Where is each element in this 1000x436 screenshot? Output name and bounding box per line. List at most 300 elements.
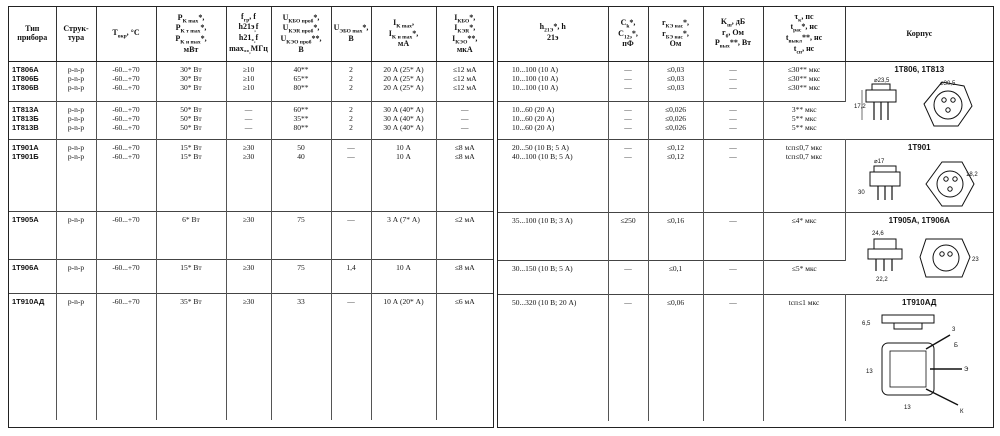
case-title: 1Т806, 1Т813 [894, 65, 945, 74]
right-header-5-line-0: Корпус [906, 28, 933, 38]
left-group-row [9, 212, 493, 260]
value-type: 1Т806В [12, 83, 39, 92]
value-ck: — [624, 114, 632, 123]
cell-r [648, 62, 703, 102]
left-header-4-part-5: f [255, 22, 259, 32]
value-f: ≥30 [242, 143, 255, 152]
right-table-frame [497, 6, 994, 428]
left-group-row [9, 260, 493, 294]
value-h21: 10...100 (10 А) [512, 83, 559, 92]
left-header-8 [436, 7, 493, 62]
value-ik: 30 А (40* А) [383, 123, 424, 132]
case-body-top [934, 91, 962, 119]
value-ueb: — [347, 215, 355, 224]
value-struct: p-n-p [67, 215, 85, 224]
right-header-1-part-2: *, [629, 17, 636, 27]
value-ueb: — [347, 297, 355, 306]
pin-hole [944, 177, 948, 181]
value-struct: p-n-p [67, 74, 85, 83]
left-group-row [9, 140, 493, 212]
cell-t [763, 140, 845, 213]
value-ck: — [624, 152, 632, 161]
value-f: ≥10 [242, 74, 255, 83]
dim-label-d1: ⌀23,5 [874, 78, 890, 84]
case-flange-top [926, 162, 974, 206]
value-h21: 10...100 (10 А) [512, 74, 559, 83]
value-type: 1Т813В [12, 123, 39, 132]
right-header-1 [608, 7, 648, 62]
left-header-4-part-4: , [254, 27, 256, 34]
cell-h21 [498, 140, 608, 213]
left-header-3-part-1: K max [182, 18, 199, 25]
left-header-0-line-1: прибора [17, 33, 48, 42]
cell-h21 [498, 102, 608, 140]
right-group-row [498, 213, 993, 261]
left-header-8-part-8: **, [467, 33, 478, 43]
cell-u [271, 260, 331, 294]
left-header-4-part-9: max [229, 43, 244, 53]
value-struct: p-n-p [67, 105, 85, 114]
value-k: — [729, 123, 737, 132]
value-ueb: 2 [349, 105, 353, 114]
right-header-1-part-1: k [626, 23, 630, 30]
value-k: — [729, 216, 737, 225]
value-temp: -60...+70 [112, 152, 140, 161]
right-header-1-line [610, 19, 647, 30]
case-cell [845, 62, 993, 140]
value-r: ≤0,03 [666, 65, 685, 74]
right-header-1-part-0: C [620, 17, 627, 27]
cell-f [226, 294, 271, 420]
value-ueb: 2 [349, 123, 353, 132]
value-ck: — [624, 298, 632, 307]
value-f: ≥10 [242, 83, 255, 92]
left-table-frame [8, 6, 494, 428]
case-cap-side [874, 239, 896, 249]
cell-struct [56, 212, 96, 260]
value-k: — [729, 152, 737, 161]
value-f: ≥30 [242, 152, 255, 161]
cell-pk [156, 212, 226, 260]
dim-label-d4: ⌀17 [874, 159, 885, 165]
pin-hole [948, 252, 952, 256]
left-header-4-part-0: f [241, 11, 244, 21]
value-k: — [729, 298, 737, 307]
left-header-2-part-2: , °С [126, 27, 140, 37]
left-header-8-part-0: I [454, 12, 458, 22]
value-t: ≤30** мкс [787, 83, 821, 92]
value-ueb: 2 [349, 65, 353, 74]
cell-u [271, 140, 331, 212]
right-group-row [498, 140, 993, 213]
value-pk: 30* Вт [180, 65, 202, 74]
cell-u [271, 294, 331, 420]
cell-pk [156, 294, 226, 420]
left-header-3-part-6: P [175, 33, 181, 43]
value-f: ≥30 [242, 263, 255, 272]
value-ik: 10 А [396, 263, 411, 272]
value-f: — [244, 114, 253, 123]
left-header-8-part-6: I [452, 33, 456, 43]
left-header-5-part-7: КЭО проб [286, 39, 312, 46]
value-r: ≤0,1 [668, 264, 683, 273]
left-header-3-part-3: P [175, 23, 181, 33]
value-pk: 50* Вт [180, 114, 202, 123]
left-header-3-line [158, 46, 225, 55]
value-ikbo: — [461, 123, 469, 132]
value-t: ≤5* мкс [791, 264, 817, 273]
value-type: 1Т813А [12, 105, 39, 114]
left-header-7-part-5: *, [412, 28, 419, 38]
right-header-2-part-6: Ом [669, 39, 682, 49]
cell-f [226, 260, 271, 294]
right-header-4-part-8: **, нс [802, 33, 823, 42]
case-cap-side [872, 84, 890, 90]
value-r: ≤0,026 [665, 123, 686, 132]
cell-k [703, 62, 763, 102]
value-struct: p-n-p [67, 263, 85, 272]
cell-h21 [498, 261, 608, 295]
value-type: 1Т813Б [12, 114, 39, 123]
left-header-4-part-6: h21 [238, 33, 252, 42]
value-ik: 30 А (40* А) [383, 105, 424, 114]
value-ikbo: ≤8 мА [454, 143, 475, 152]
left-header-5-part-2: *, [313, 12, 320, 22]
value-u: 35** [293, 114, 309, 123]
right-header-3-part-8: **, Вт [729, 38, 752, 48]
left-header-4-part-11: МГц [250, 43, 268, 53]
left-header-7 [371, 7, 436, 62]
left-header-4-part-2: , f [249, 11, 256, 21]
package-drawing-1t910 [854, 309, 984, 419]
cell-type [9, 212, 56, 260]
left-header-3 [156, 7, 226, 62]
value-temp: -60...+70 [112, 83, 140, 92]
cell-struct [56, 260, 96, 294]
value-t: tсп≤0,7 мкс [785, 143, 823, 152]
cell-ueb [331, 102, 371, 140]
left-header-5-part-1: КБО проб [288, 18, 314, 25]
cell-struct [56, 102, 96, 140]
value-h21: 10...60 (20 А) [512, 114, 555, 123]
left-header-3-part-8: *, [200, 33, 207, 43]
value-struct: p-n-p [67, 114, 85, 123]
value-ck: ≤250 [620, 216, 636, 225]
case-cell [845, 140, 993, 213]
value-u: 75 [297, 215, 305, 224]
cell-ik [371, 102, 436, 140]
cell-ck [608, 62, 648, 102]
right-header-0 [498, 7, 608, 62]
left-header-8-part-3: I [454, 23, 458, 33]
value-temp: -60...+70 [112, 105, 140, 114]
value-r: ≤0,06 [666, 298, 685, 307]
value-temp: -60...+70 [112, 74, 140, 83]
cell-ck [608, 102, 648, 140]
cell-ikbo [436, 140, 493, 212]
case-body-top [933, 245, 959, 271]
cell-k [703, 140, 763, 213]
value-t: 3** мкс [791, 105, 817, 114]
case-title: 1Т910АД [902, 298, 937, 307]
value-ik: 20 А (25* А) [383, 65, 424, 74]
value-ueb: 2 [349, 83, 353, 92]
value-ik: 10 А (20* А) [383, 297, 424, 306]
pin-hole [951, 98, 955, 102]
value-temp: -60...+70 [112, 65, 140, 74]
cell-r [648, 102, 703, 140]
cell-ueb [331, 212, 371, 260]
value-t: ≤30** мкс [787, 74, 821, 83]
cell-ck [608, 140, 648, 213]
value-struct: p-n-p [67, 152, 85, 161]
value-h21: 10...60 (20 А) [512, 123, 555, 132]
left-header-6-part-1: ЭБО max [339, 28, 363, 35]
cell-f [226, 212, 271, 260]
left-header-0 [9, 7, 56, 62]
value-ik: 10 А [396, 152, 411, 161]
value-u: 80** [293, 123, 309, 132]
left-header-8-part-7: КЭО [455, 39, 468, 46]
cell-k [703, 261, 763, 295]
case-cell [845, 295, 993, 421]
right-header-2-part-3: r [662, 28, 666, 38]
value-ck: — [624, 74, 632, 83]
right-header-4-part-0: τ [794, 11, 799, 21]
dim-label-d8: 22,2 [876, 277, 888, 283]
pin-hole [953, 177, 957, 181]
case-inner-square [890, 351, 926, 387]
value-type: 1Т905А [12, 215, 39, 224]
cell-type [9, 294, 56, 420]
value-struct: p-n-p [67, 143, 85, 152]
left-group-row [9, 294, 493, 420]
value-temp: -60...+70 [112, 215, 140, 224]
cell-pk [156, 62, 226, 102]
left-header-6 [331, 7, 371, 62]
value-pk: 30* Вт [180, 74, 202, 83]
right-header-4-part-7: выкл [788, 38, 803, 45]
cell-ueb [331, 294, 371, 420]
right-header-2-line [650, 19, 702, 30]
dim-label-d6: 18,2 [966, 172, 978, 178]
left-header-4 [226, 7, 271, 62]
right-header-3-part-6: P [714, 38, 720, 48]
dim-label-d12: 3 [952, 327, 956, 333]
value-temp: -60...+70 [112, 114, 140, 123]
right-header-2-part-0: r [661, 17, 666, 27]
case-body-side [870, 172, 900, 186]
cell-h21 [498, 213, 608, 261]
value-pk: 30* Вт [180, 83, 202, 92]
value-ikbo: ≤6 мА [454, 297, 475, 306]
value-temp: -60...+70 [112, 123, 140, 132]
value-u: 75 [297, 263, 305, 272]
value-h21: 50...320 (10 В; 20 А) [512, 298, 577, 307]
cell-f [226, 102, 271, 140]
left-header-4-part-10: **, [243, 49, 251, 56]
value-pk: 15* Вт [180, 143, 202, 152]
value-t: 5** мкс [791, 123, 817, 132]
cell-ck [608, 295, 648, 421]
left-header-5-line [273, 14, 330, 25]
cell-ueb [331, 260, 371, 294]
lead-base [926, 335, 950, 349]
left-header-8-line [438, 24, 493, 35]
value-temp: -60...+70 [112, 297, 140, 306]
dim-label-d7: 24,6 [872, 231, 884, 237]
value-pk: 6* Вт [182, 215, 200, 224]
dim-label-d16: Э [964, 367, 969, 373]
value-k: — [729, 143, 737, 152]
left-header-7-part-0: I [393, 17, 397, 27]
left-header-5 [271, 7, 331, 62]
cell-ck [608, 213, 648, 261]
cell-pk [156, 260, 226, 294]
right-header-4-line [765, 45, 844, 56]
case-body-side [882, 315, 934, 323]
value-u: 40 [297, 152, 305, 161]
left-header-5-part-5: *, [313, 23, 320, 33]
cell-ik [371, 260, 436, 294]
value-t: tсп≤0,7 мкс [785, 152, 823, 161]
lead-collector [926, 389, 958, 405]
left-header-8-part-9: мкА [456, 44, 473, 54]
right-header-3-part-7: вых [719, 43, 730, 50]
right-header-3-part-2: , дБ [731, 17, 746, 27]
value-u: 80** [293, 83, 309, 92]
right-header-4-part-6: t [785, 33, 789, 42]
right-header-3-part-1: ш [727, 22, 732, 29]
value-u: 60** [293, 105, 309, 114]
right-header-1-part-5: *, [631, 28, 638, 38]
value-pk: 15* Вт [180, 152, 202, 161]
right-header-0-part-3: 21э [547, 33, 559, 42]
left-header-8-part-2: *, [469, 12, 476, 22]
right-header-1-part-3: C [618, 28, 624, 38]
value-struct: p-n-p [67, 297, 85, 306]
case-title: 1Т901 [907, 143, 931, 152]
cell-pk [156, 140, 226, 212]
left-header-7-part-1: K max [396, 23, 412, 30]
cell-t [763, 295, 845, 421]
cell-temp [96, 62, 156, 102]
value-type: 1Т806Б [12, 74, 39, 83]
dim-label-d11: 13 [866, 369, 873, 375]
right-header-2-part-5: *, [682, 28, 689, 38]
value-k: — [729, 83, 737, 92]
cell-ikbo [436, 62, 493, 102]
value-temp: -60...+70 [112, 143, 140, 152]
left-header-4-part-8: f [255, 33, 259, 42]
value-ck: — [624, 264, 632, 273]
left-header-8-line [438, 46, 493, 55]
left-header-8-part-5: *, [469, 23, 476, 33]
left-header-5-part-4: КЭR проб [288, 28, 314, 35]
value-struct: p-n-p [67, 83, 85, 92]
value-r: ≤0,03 [666, 83, 685, 92]
right-header-1-part-4: 12э [623, 34, 632, 41]
value-pk: 50* Вт [180, 123, 202, 132]
left-header-7-part-4: K и max [391, 34, 413, 41]
cell-ik [371, 140, 436, 212]
cell-u [271, 102, 331, 140]
cell-f [226, 62, 271, 102]
cell-r [648, 295, 703, 421]
cell-t [763, 102, 845, 140]
value-h21: 10...60 (20 А) [512, 105, 555, 114]
right-header-3-line [705, 39, 762, 50]
cell-ik [371, 62, 436, 102]
pin-hole [940, 252, 944, 256]
left-header-3-line [158, 24, 225, 35]
right-header-2-part-4: БЭ нас [665, 34, 683, 41]
cell-r [648, 261, 703, 295]
value-t: tсп≤1 мкс [788, 298, 820, 307]
value-ik: 20 А (25* А) [383, 74, 424, 83]
cell-ik [371, 294, 436, 420]
left-header-6-line [333, 35, 370, 44]
right-header-1-line [610, 40, 647, 49]
value-type: 1Т910АД [12, 297, 45, 306]
left-header-6-part-3: В [348, 33, 354, 43]
left-header-1-line-0: Струк- [63, 24, 89, 34]
value-h21: 10...100 (10 А) [512, 65, 559, 74]
cell-ik [371, 212, 436, 260]
cell-struct [56, 294, 96, 420]
value-t: ≤4* мкс [791, 216, 817, 225]
value-r: ≤0,026 [665, 114, 686, 123]
left-header-3-line [158, 14, 225, 25]
case-cap-side [874, 166, 896, 172]
left-header-5-line [273, 46, 330, 55]
dim-label-d5: 30 [858, 190, 865, 196]
value-t: ≤30** мкс [787, 65, 821, 74]
cell-ikbo [436, 212, 493, 260]
right-header-0-part-2: *, h [553, 22, 566, 32]
left-header-7-line [373, 19, 435, 30]
value-type: 1Т806А [12, 65, 39, 74]
right-header-4-part-9: t [793, 43, 797, 53]
cell-r [648, 213, 703, 261]
right-header-1-part-6: пФ [622, 39, 634, 49]
cell-k [703, 102, 763, 140]
value-f: — [244, 123, 253, 132]
left-header-1-line-1: тура [67, 33, 85, 42]
cell-ueb [331, 62, 371, 102]
left-parameter-table [9, 7, 493, 420]
package-drawing-1t901 [854, 154, 984, 212]
value-ikbo: ≤2 мА [454, 215, 475, 224]
right-header-4 [763, 7, 845, 62]
value-ikbo: ≤12 мА [452, 74, 477, 83]
left-header-5-part-0: U [282, 12, 289, 22]
value-ikbo: — [461, 105, 469, 114]
case-title: 1Т905А, 1Т906А [888, 216, 950, 225]
left-header-5-part-3: U [282, 23, 289, 33]
cell-type [9, 102, 56, 140]
value-ueb: 2 [349, 114, 353, 123]
left-header-6-part-0: U [333, 23, 340, 33]
pin-hole [946, 108, 950, 112]
case-cell [845, 213, 993, 295]
value-r: ≤0,12 [666, 143, 685, 152]
right-header-2-line [650, 40, 702, 49]
package-drawing-1t905 [854, 227, 984, 287]
value-struct: p-n-p [67, 123, 85, 132]
left-header-5-part-8: **, [311, 33, 322, 43]
cell-r [648, 140, 703, 213]
